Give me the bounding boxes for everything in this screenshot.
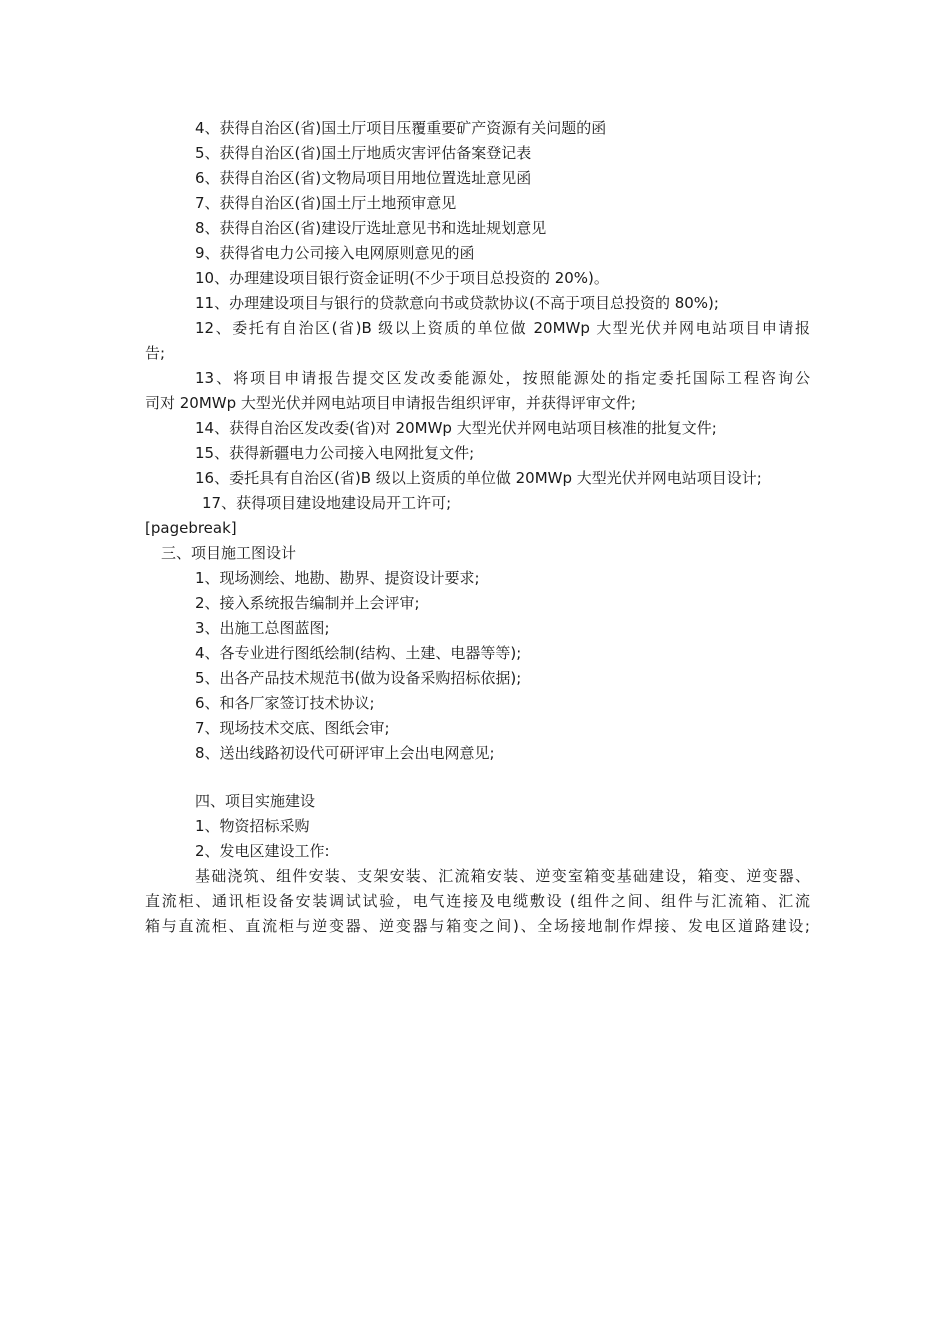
section-heading: 四、项目实施建设 xyxy=(195,792,316,810)
list-item: 8、获得自治区(省)建设厅选址意见书和选址规划意见 xyxy=(195,219,547,237)
list-item: 2、接入系统报告编制并上会评审; xyxy=(195,594,420,612)
list-item: 8、送出线路初设代可研评审上会出电网意见; xyxy=(195,744,495,762)
list-item: 4、各专业进行图纸绘制(结构、土建、电器等等); xyxy=(195,644,522,662)
list-item: 5、获得自治区(省)国土厅地质灾害评估备案登记表 xyxy=(195,144,532,162)
paragraph-line: 基础浇筑、组件安装、支架安装、汇流箱安装、逆变室箱变基础建设，箱变、逆变器、 xyxy=(195,867,810,885)
list-item: 7、获得自治区(省)国土厅土地预审意见 xyxy=(195,194,457,212)
list-item: 7、现场技术交底、图纸会审; xyxy=(195,719,390,737)
list-item: 6、获得自治区(省)文物局项目用地位置选址意见函 xyxy=(195,169,532,187)
list-item: 12、委托有自治区(省)B 级以上资质的单位做 20MWp 大型光伏并网电站项目申请报 xyxy=(195,319,810,337)
paragraph-line: 箱与直流柜、直流柜与逆变器、逆变器与箱变之间)、全场接地制作焊接、发电区道路建设; xyxy=(145,917,810,935)
list-item: 17、获得项目建设地建设局开工许可; xyxy=(202,494,452,512)
pagebreak-marker: [pagebreak] xyxy=(145,519,237,537)
list-item: 1、物资招标采购 xyxy=(195,817,310,835)
list-item: 9、获得省电力公司接入电网原则意见的函 xyxy=(195,244,475,262)
list-item: 1、现场测绘、地勘、勘界、提资设计要求; xyxy=(195,569,480,587)
list-item-continuation: 司对 20MWp 大型光伏并网电站项目申请报告组织评审，并获得评审文件; xyxy=(145,394,636,412)
list-item: 14、获得自治区发改委(省)对 20MWp 大型光伏并网电站项目核准的批复文件; xyxy=(195,419,717,437)
list-item: 4、获得自治区(省)国土厅项目压覆重要矿产资源有关问题的函 xyxy=(195,119,607,137)
list-item: 11、办理建设项目与银行的贷款意向书或贷款协议(不高于项目总投资的 80%); xyxy=(195,294,719,312)
list-item: 16、委托具有自治区(省)B 级以上资质的单位做 20MWp 大型光伏并网电站项目设计; xyxy=(195,469,762,487)
paragraph-line: 直流柜、通讯柜设备安装调试试验，电气连接及电缆敷设 (组件之间、组件与汇流箱、汇流 xyxy=(145,892,810,910)
list-item: 5、出各产品技术规范书(做为设备采购招标依据); xyxy=(195,669,522,687)
list-item: 6、和各厂家签订技术协议; xyxy=(195,694,375,712)
list-item: 2、发电区建设工作: xyxy=(195,842,330,860)
list-item-continuation: 告; xyxy=(145,344,166,362)
list-item: 10、办理建设项目银行资金证明(不少于项目总投资的 20%)。 xyxy=(195,269,609,287)
list-item: 13、将项目申请报告提交区发改委能源处，按照能源处的指定委托国际工程咨询公 xyxy=(195,369,810,387)
list-item: 3、出施工总图蓝图; xyxy=(195,619,330,637)
section-heading: 三、项目施工图设计 xyxy=(161,544,297,562)
list-item: 15、获得新疆电力公司接入电网批复文件; xyxy=(195,444,475,462)
